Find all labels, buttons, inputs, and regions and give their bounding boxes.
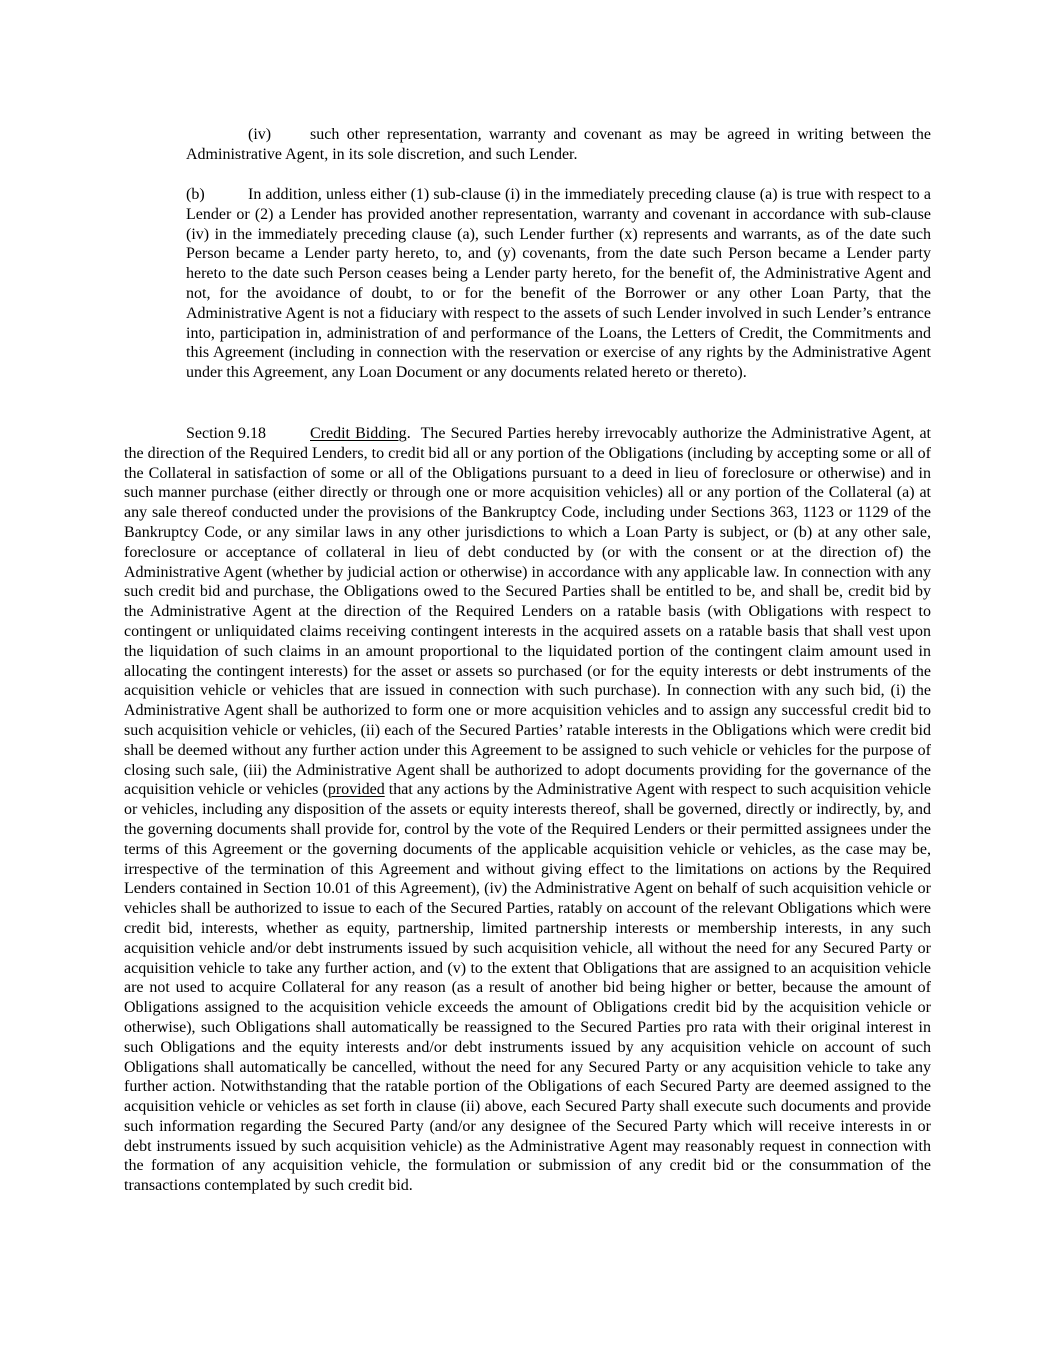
clause-iv-paragraph — [186, 125, 931, 165]
section-9-18-paragraph — [124, 424, 931, 1196]
section-9-18-heading-punct: . — [406, 425, 411, 442]
section-9-18-text-part-2: that any actions by the Administrative Agent with respect to such acquisition vehicle or vehicles, including any disposition of the assets or equity interests thereof, shall be governed, directly or indirectly, by, and the governing documents shall provide for, control by the vote of the Required Lenders or their permitted assignees under the terms of this Agreement or the governing documents of the applicable acquisition vehicle or vehicles, as the case may be, irrespective of the termination of this Agreement and without giving effect to the limitations on actions by the Required Lenders contained in Section 10.01 of this Agreement), (iv) the Administrative Agent on behalf of such acquisition vehicle or vehicles shall be authorized to issue to each of the Secured Parties, ratably on account of the relevant Obligations which were credit bid, interests, whether as equity, partnership, limited partnership interests or membership interests, in any such acquisition vehicle and/or debt instruments issued by such acquisition vehicle, all without the need for any Secured Party or acquisition vehicle to take any further action, and (v) to the extent that Obligations that are assigned to an acquisition vehicle are not used to acquire Collateral for any reason (as a result of another bid being higher or better, because the amount of Obligations assigned to the acquisition vehicle exceeds the amount of Obligations credit bid by the acquisition vehicle or otherwise), such Obligations shall automatically be reassigned to the Secured Parties pro rata with their original interest in such Obligations and the equity interests and/or debt instruments issued by any acquisition vehicle on account of such Obligations shall automatically be cancelled, without the need for any Secured Party or any acquisition vehicle to take any further action. Notwithstanding that the ratable portion of the Obligations of each Secured Party are deemed assigned to the acquisition vehicle or vehicles as set forth in clause (ii) above, each Secured Party shall execute such documents and provide such information regarding the Secured Party (and/or any designee of the Secured Party which will receive interests in or debt instruments issued by such acquisition vehicle) as the Administrative Agent may reasonably request in connection with the formation of any acquisition vehicle, the formulation or submission of any credit bid or the consummation of the transactions contemplated by such credit bid. — [124, 781, 932, 1195]
provided-word: provided — [327, 781, 385, 799]
clause-b-label: (b) — [186, 186, 205, 203]
clause-iv-text: such other representation, warranty and covenant as may be agreed in writing between the Administrative Agent, in its sole discretion, and such Lender. — [186, 126, 931, 163]
section-9-18-label: Section 9.18 — [186, 425, 266, 442]
section-9-18-text-part-1: The Secured Parties hereby irrevocably authorize the Administrative Agent, at the direction of the Required Lenders, to credit bid all or any portion of the Obligations (including by accepting some or all of the Collateral in satisfaction of some or all of the Obligations pursuant to a deed in lieu of foreclosure or otherwise) and in such manner purchase (either directly or through one or more acquisition vehicles) all or any portion of the Collateral (a) at any sale thereof conducted under the provisions of the Bankruptcy Code, including under Sections 363, 1123 or 1129 of the Bankruptcy Code, or any similar laws in any other jurisdictions to which a Loan Party is subject, or (b) at any other sale, foreclosure or acceptance of collateral in lieu of debt conducted by (or with the consent or at the direction of) the Administrative Agent (whether by judicial action or otherwise) in accordance with any applicable law. In connection with any such credit bid and purchase, the Obligations owed to the Secured Parties shall be entitled to be, and shall be, credit bid by the Administrative Agent at the direction of the Required Lenders on a ratable basis (with Obligations with respect to contingent or unliquidated claims receiving contingent interests in the acquired assets on a ratable basis that shall vest upon the liquidation of such claims in an amount proportional to the liquidated portion of the contingent claim amount used in allocating the contingent interests) for the asset or assets so purchased (or for the equity interests or debt instruments of the acquisition vehicle or vehicles that are issued in connection with such purchase). In connection with any such bid, (i) the Administrative Agent shall be authorized to form one or more acquisition vehicles and to assign any successful credit bid to such acquisition vehicle or vehicles, (ii) each of the Secured Parties’ ratable interests in the Obligations which were credit bid shall be deemed without any further action under this Agreement to be assigned to such vehicle or vehicles for the purpose of closing such sale, (iii) the Administrative Agent shall be authorized to adopt documents providing for the governance of the acquisition vehicle or vehicles ( — [124, 425, 931, 799]
section-9-18-heading: Credit Bidding — [310, 425, 407, 442]
clause-b-text: In addition, unless either (1) sub-clause (i) in the immediately preceding clause (a) is true with respect to a Lender or (2) a Lender has provided another representation, warranty and covenant in accordance with sub-clause (iv) in the immediately preceding clause (a), such Lender further (x) represents and warrants, as of the date such Person became a Lender party hereto, to, and (y) covenants, from the date such Person became a Lender party hereto to the date such Person ceases being a Lender party hereto, for the benefit of, the Administrative Agent and not, for the avoidance of doubt, to or for the benefit of the Borrower or any other Loan Party, that the Administrative Agent is not a fiduciary with respect to the assets of such Lender involved in such Lender’s entrance into, participation in, administration of and performance of the Loans, the Letters of Credit, the Commitments and this Agreement (including in connection with the reservation or exercise of any rights by the Administrative Agent under this Agreement, any Loan Document or any documents related hereto or thereto). — [186, 186, 931, 382]
clause-iv-label: (iv) — [248, 126, 272, 143]
clause-b-paragraph — [186, 185, 931, 383]
